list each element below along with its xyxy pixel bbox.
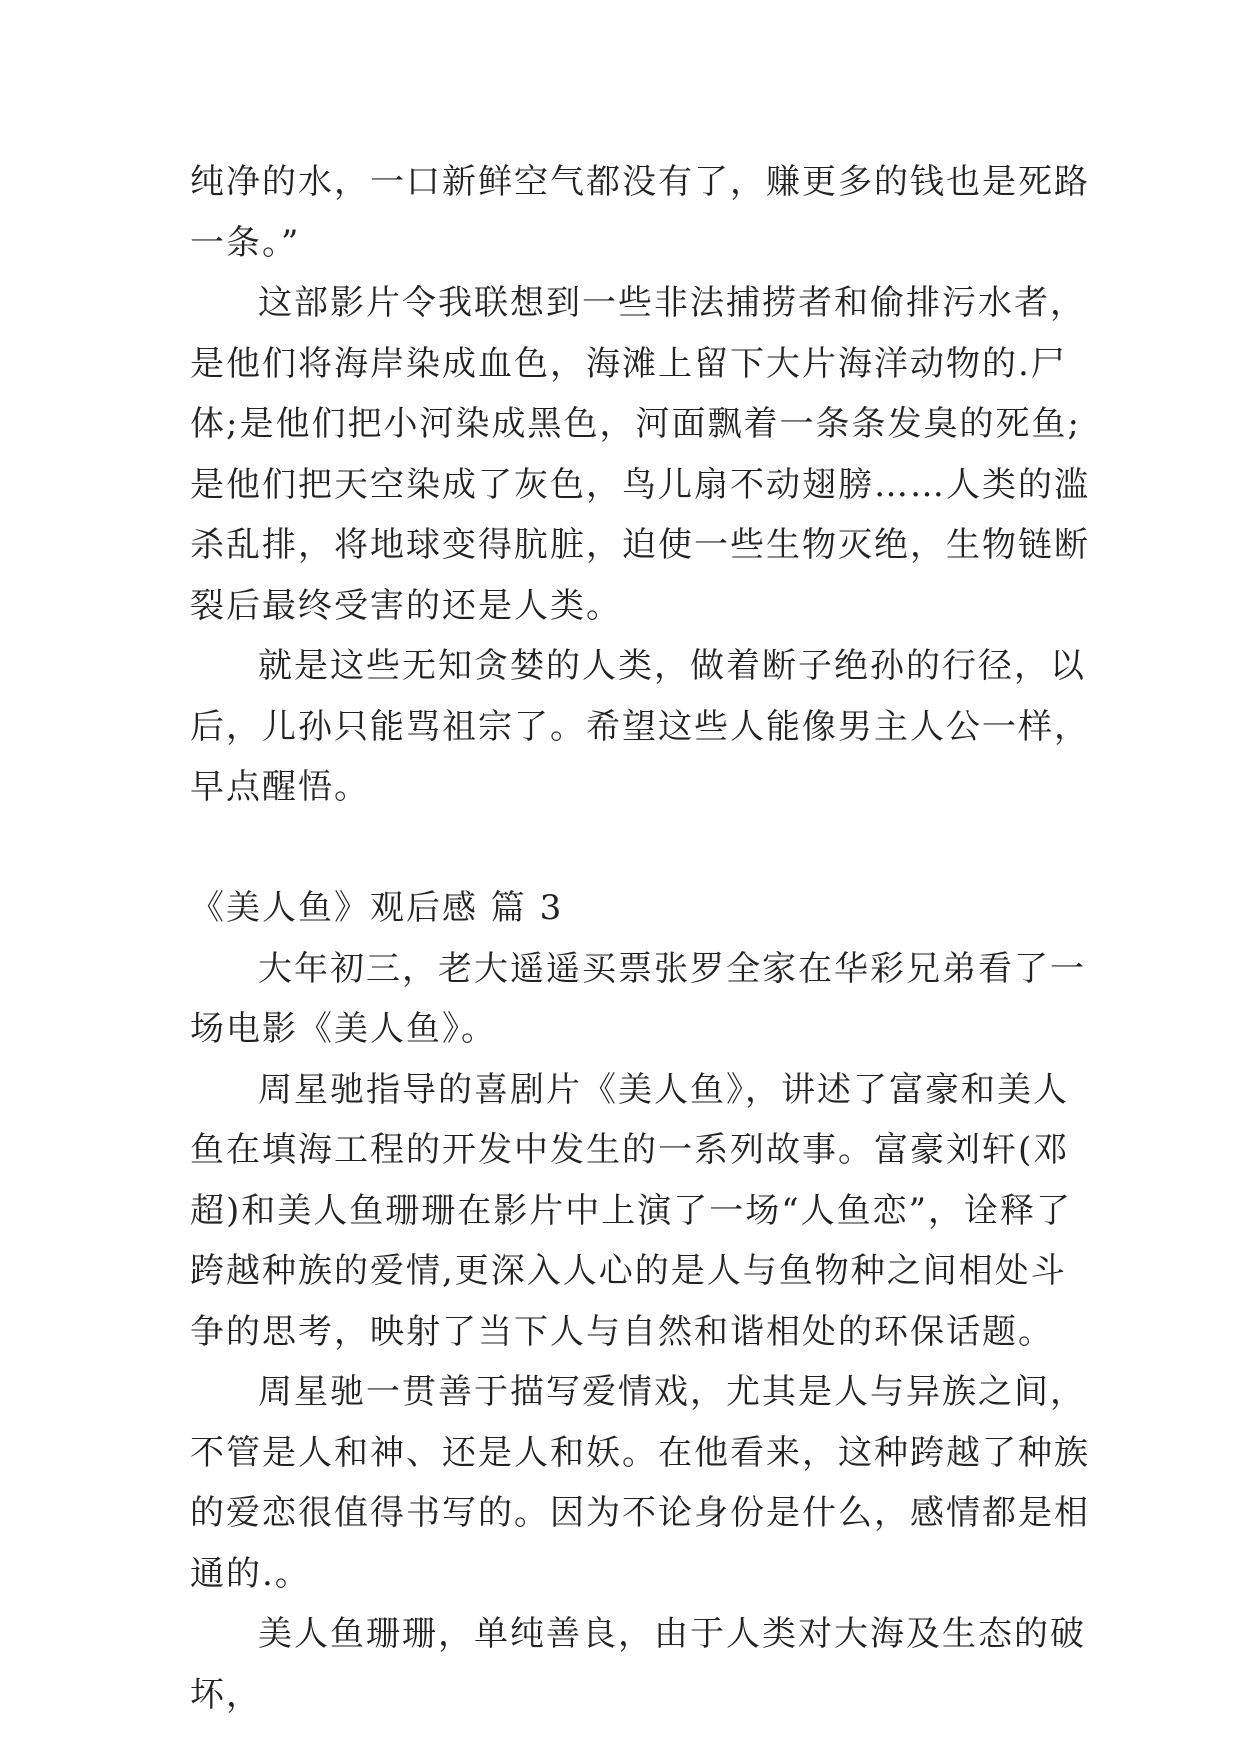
paragraph-shanshan: 美人鱼珊珊，单纯善良，由于人类对大海及生态的破坏， [190, 1614, 1086, 1715]
paragraph-love-story: 周星驰一贯善于描写爱情戏，尤其是人与异族之间，不管是人和神、还是人和妖。在他看来，这种跨越了种族的爱恋很值得书写的。因为不论身份是什么，感情都是相通的.。 [190, 1372, 1090, 1594]
blank-line [190, 818, 1090, 879]
paragraph-plot: 周星驰指导的喜剧片《美人鱼》，讲述了富豪和美人鱼在填海工程的开发中发生的一系列故事。富豪刘轩(邓超)和美人鱼珊珊在影片中上演了一场“人鱼恋”，诠释了跨越种族的爱情,更深入人心的是人与鱼物种之间相处斗争的思考，映射了当下人与自然和谐相处的环保话题。 [190, 1069, 1073, 1352]
document-body [190, 152, 1090, 1725]
paragraph-pollution: 这部影片令我联想到一些非法捕捞者和偷排污水者，是他们将海岸染成血色，海滩上留下大片海洋动物的.尸体;是他们把小河染成黑色，河面飘着一条条发臭的死鱼;是他们把天空染成了灰色，鸟儿扇不动翅膀……人类的滥杀乱排，将地球变得肮脏，迫使一些生物灭绝，生物链断裂后最终受害的还是人类。 [190, 283, 1090, 626]
paragraph-continuation: 纯净的水，一口新鲜空气都没有了，赚更多的钱也是死路一条。” [190, 162, 1090, 263]
paragraph-intro: 大年初三，老大遥遥买票张罗全家在华彩兄弟看了一场电影《美人鱼》。 [190, 948, 1086, 1049]
section-heading: 《美人鱼》观后感 篇 3 [190, 888, 564, 928]
paragraph-conclusion: 就是这些无知贪婪的人类，做着断子绝孙的行径，以后，儿孙只能骂祖宗了。希望这些人能像男主人公一样，早点醒悟。 [190, 646, 1090, 807]
